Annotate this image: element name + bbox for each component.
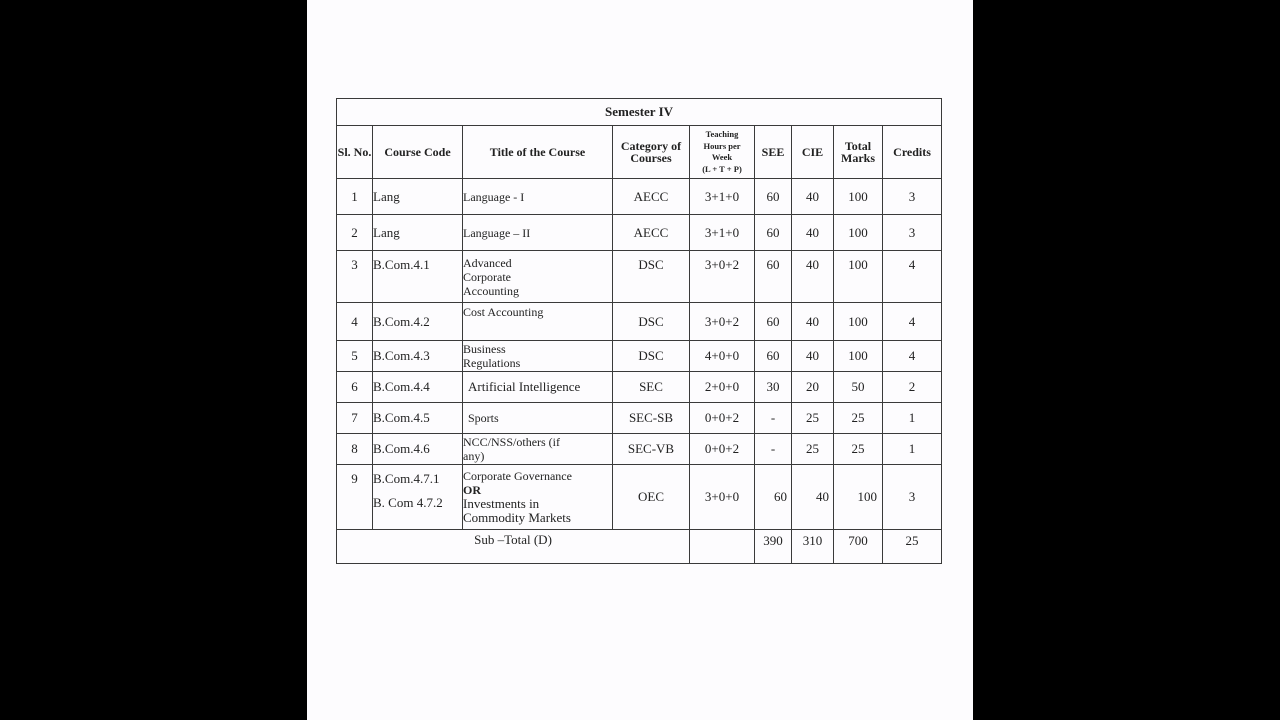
cell-code: B.Com.4.3 [373, 341, 463, 372]
cell-hours: 3+1+0 [690, 215, 755, 251]
cell-sl: 5 [337, 341, 373, 372]
document-page [307, 0, 973, 720]
cell-code: Lang [373, 179, 463, 215]
cell-total: 50 [834, 372, 883, 403]
cell-hours: 0+0+2 [690, 403, 755, 434]
header-teaching-hours [690, 126, 755, 179]
cell-hours: 3+0+0 [690, 465, 755, 530]
title-line: Commodity Markets [463, 510, 571, 525]
cell-sl: 8 [337, 434, 373, 465]
title-line-or: OR [463, 483, 481, 497]
cell-credits: 3 [883, 215, 942, 251]
title-line: Advanced [463, 255, 512, 270]
title-line: Investments in [463, 496, 540, 511]
subtotal-total: 700 [834, 530, 883, 564]
cell-title: Sports [463, 403, 613, 434]
cell-category: OEC [613, 465, 690, 530]
table-row [337, 179, 942, 215]
cell-hours: 2+0+0 [690, 372, 755, 403]
subtotal-cie: 310 [792, 530, 834, 564]
cell-sl: 7 [337, 403, 373, 434]
cell-total: 100 [834, 341, 883, 372]
cell-category: SEC [613, 372, 690, 403]
cell-code: B.Com.4.1 [373, 251, 463, 303]
header-category: Category of Courses [613, 126, 690, 179]
subtotal-row [337, 530, 942, 564]
cell-category: SEC-SB [613, 403, 690, 434]
cell-credits: 1 [883, 403, 942, 434]
course-code-option: B.Com.4.7.1 [373, 471, 440, 486]
header-course-code: Course Code [373, 126, 463, 179]
header-row [337, 126, 942, 179]
cell-see: 30 [755, 372, 792, 403]
cell-hours: 3+0+2 [690, 303, 755, 341]
cell-hours: 4+0+0 [690, 341, 755, 372]
cell-cie: 40 [792, 303, 834, 341]
cell-see: 60 [755, 251, 792, 303]
cell-cie: 40 [792, 179, 834, 215]
header-teaching-line: Hours per [703, 140, 741, 151]
cell-credits: 4 [883, 303, 942, 341]
cell-code [373, 465, 463, 530]
cell-sl: 4 [337, 303, 373, 341]
subtotal-credits: 25 [883, 530, 942, 564]
cell-title: Language – II [463, 215, 613, 251]
table-row [337, 341, 942, 372]
cell-total: 25 [834, 403, 883, 434]
table-row [337, 251, 942, 303]
cell-see: 60 [755, 465, 792, 530]
table-row [337, 403, 942, 434]
cell-code: B.Com.4.4 [373, 372, 463, 403]
cell-sl: 9 [337, 465, 373, 530]
table-row [337, 434, 942, 465]
cell-total: 100 [834, 303, 883, 341]
title-line: Business [463, 342, 506, 356]
cell-credits: 3 [883, 465, 942, 530]
cell-credits: 2 [883, 372, 942, 403]
cell-see: 60 [755, 303, 792, 341]
cell-code: B.Com.4.5 [373, 403, 463, 434]
header-sl-no: Sl. No. [337, 126, 373, 179]
table-row [337, 215, 942, 251]
cell-category: AECC [613, 215, 690, 251]
cell-code: Lang [373, 215, 463, 251]
cell-category: DSC [613, 251, 690, 303]
cell-code: B.Com.4.6 [373, 434, 463, 465]
table-row [337, 303, 942, 341]
title-line: any) [463, 449, 485, 463]
header-see: SEE [755, 126, 792, 179]
cell-credits: 4 [883, 341, 942, 372]
course-code-option: B. Com 4.7.2 [373, 495, 443, 510]
cell-title: Cost Accounting [463, 303, 613, 341]
cell-category: AECC [613, 179, 690, 215]
cell-category: DSC [613, 341, 690, 372]
cell-title: Artificial Intelligence [463, 372, 613, 403]
cell-sl: 6 [337, 372, 373, 403]
cell-sl: 1 [337, 179, 373, 215]
title-line: Accounting [463, 283, 519, 298]
header-teaching-line: Week [711, 152, 733, 162]
cell-cie: 40 [792, 465, 834, 530]
cell-sl: 2 [337, 215, 373, 251]
cell-cie: 25 [792, 434, 834, 465]
cell-total: 100 [834, 251, 883, 303]
header-title: Title of the Course [463, 126, 613, 179]
cell-cie: 40 [792, 215, 834, 251]
title-line: Regulations [463, 356, 521, 370]
subtotal-hours [690, 530, 755, 564]
title-line: NCC/NSS/others (if [463, 435, 561, 449]
header-cie: CIE [792, 126, 834, 179]
cell-title [463, 251, 613, 303]
cell-total: 25 [834, 434, 883, 465]
header-total-marks: Total Marks [834, 126, 883, 179]
cell-cie: 20 [792, 372, 834, 403]
cell-credits: 3 [883, 179, 942, 215]
cell-cie: 40 [792, 341, 834, 372]
cell-code: B.Com.4.2 [373, 303, 463, 341]
cell-see: - [755, 403, 792, 434]
cell-sl: 3 [337, 251, 373, 303]
cell-credits: 1 [883, 434, 942, 465]
cell-see: 60 [755, 215, 792, 251]
table-row [337, 465, 942, 530]
cell-cie: 25 [792, 403, 834, 434]
semester-table [336, 98, 942, 564]
subtotal-label: Sub –Total (D) [337, 530, 690, 564]
cell-title: Language - I [463, 179, 613, 215]
header-credits: Credits [883, 126, 942, 179]
header-teaching-line: (L + T + P) [702, 163, 742, 174]
cell-see: - [755, 434, 792, 465]
cell-total: 100 [834, 215, 883, 251]
cell-see: 60 [755, 341, 792, 372]
title-line: Corporate [463, 269, 511, 284]
cell-category: DSC [613, 303, 690, 341]
cell-title [463, 434, 613, 465]
title-line: Corporate Governance [463, 469, 572, 483]
subtotal-see: 390 [755, 530, 792, 564]
cell-hours: 3+0+2 [690, 251, 755, 303]
cell-title [463, 341, 613, 372]
semester-title: Semester IV [337, 99, 942, 126]
table-row [337, 372, 942, 403]
cell-hours: 0+0+2 [690, 434, 755, 465]
cell-hours: 3+1+0 [690, 179, 755, 215]
cell-cie: 40 [792, 251, 834, 303]
cell-total: 100 [834, 465, 883, 530]
cell-category: SEC-VB [613, 434, 690, 465]
cell-title [463, 465, 613, 530]
header-teaching-line: Teaching [705, 129, 739, 139]
cell-see: 60 [755, 179, 792, 215]
cell-credits: 4 [883, 251, 942, 303]
cell-total: 100 [834, 179, 883, 215]
